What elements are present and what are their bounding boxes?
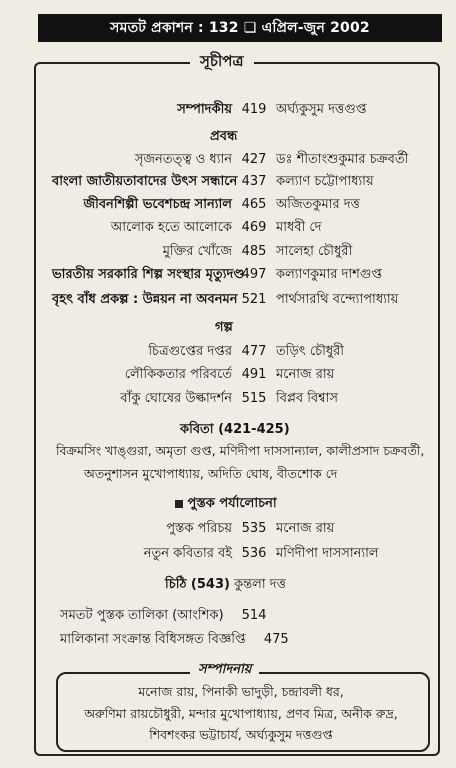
toc-title: বাঁকু ঘোষের উল্কাদর্শন [120, 391, 232, 406]
section-heading-kabita: কবিতা (421-425) [180, 422, 290, 437]
toc-row-editorial [52, 100, 366, 121]
misc-title: মালিকানা সংক্রান্ত বিধিসঙ্গত বিজ্ঞপ্তি [60, 632, 246, 647]
toc-row [52, 544, 379, 565]
section-heading-prabandha: প্রবন্ধ [210, 129, 238, 144]
toc-row [52, 242, 352, 263]
toc-title: পুস্তক পরিচয় [166, 521, 232, 536]
toc-page: 469 [241, 220, 267, 235]
toc-author: বিপ্লব বিশ্বাস [276, 391, 338, 406]
toc-row [52, 265, 382, 286]
toc-title: বাংলা জাতীয়তাবাদের উৎস সন্ধানে [52, 174, 238, 189]
misc-page: 475 [263, 632, 289, 647]
toc-row [52, 218, 321, 239]
toc-page: 536 [241, 546, 267, 561]
toc-title: লৌকিকতার পরিবর্তে [124, 367, 232, 382]
toc-page: 477 [241, 344, 267, 359]
toc-row [52, 195, 360, 216]
toc-title: আলোক হতে আলোকে [110, 220, 232, 235]
toc-page: 491 [241, 367, 267, 382]
toc-author: মনোজ রায় [276, 521, 335, 536]
toc-page: 419 [241, 102, 267, 117]
misc-row [60, 606, 266, 627]
chithi-author: কুন্তলা দত্ত [234, 577, 286, 592]
toc-author: তড়িৎ চৌধুরী [276, 344, 344, 359]
toc-author: অর্ঘ্যকুসুম দত্তগুপ্ত [276, 102, 367, 117]
toc-page: 485 [241, 244, 267, 259]
toc-title: মুক্তির খোঁজে [162, 244, 232, 259]
editors-line: মনোজ রায়, পিনাকী ভাদুড়ী, চন্দ্রাবলী ধর, [138, 684, 344, 699]
toc-title: জীবনশিল্পী ভবেশচন্দ্র সান্যাল [83, 197, 232, 212]
toc-page: 535 [241, 521, 267, 536]
toc-author: মণিদীপা দাসসান্যাল [276, 546, 379, 561]
toc-author: পার্থসারথি বন্দ্যোপাধ্যায় [276, 292, 399, 307]
toc-row [52, 365, 334, 386]
toc-page: 521 [241, 292, 267, 307]
toc-row [52, 150, 408, 171]
toc-page: 437 [241, 174, 267, 189]
toc-author: অজিতকুমার দত্ত [276, 197, 360, 212]
toc-title: বৃহৎ বাঁধ প্রকল্প : উন্নয়ন না অবনমন [52, 292, 238, 307]
toc-page: 427 [241, 152, 267, 167]
misc-row [60, 630, 289, 651]
toc-author: কল্যাণ চট্টোপাধ্যায় [276, 174, 374, 189]
toc-title: চিত্রগুপ্তের দপ্তর [148, 344, 232, 359]
section-heading-chithi: চিঠি (543) [165, 577, 230, 592]
kabita-poets-line: বিক্রমসিং খাঙ্গুরা, অমৃতা গুপ্ত, মণিদীপা দাসসান্যাল, কালীপ্রসাদ চক্রবর্তী, [56, 443, 425, 458]
editors-line: অরুণিমা রায়চৌধুরী, মন্দার মুখোপাধ্যায়, প্রণব মিত্র, অনীক রুদ্র, [84, 706, 398, 721]
toc-author: সালেহা চৌধুরী [276, 244, 353, 259]
toc-title: ভারতীয় সরকারি শিল্প সংস্থার মৃত্যুদণ্ড [52, 267, 245, 282]
section-heading-galpa: গল্প [215, 320, 233, 335]
toc-title: সৃজনতত্ত্ব ও ধ্যান [134, 152, 232, 167]
toc-title: সম্পাদকীয় [177, 102, 232, 117]
toc-author: কল্যাণকুমার দাশগুপ্ত [276, 267, 383, 282]
kabita-poets-line: অতনুশাসন মুখোপাধ্যায়, অদিতি ঘোষ, বীতশোক দে [84, 466, 338, 481]
toc-row [52, 342, 344, 363]
chithi-row [165, 575, 286, 596]
toc-author: ডঃ শীতাংশুকুমার চক্রবর্তী [276, 152, 409, 167]
contents-title: সূচীপত্র [190, 50, 254, 75]
misc-page: 514 [241, 608, 267, 623]
toc-author: মাধবী দে [276, 220, 322, 235]
toc-row [52, 290, 398, 311]
toc-row [52, 389, 338, 410]
editors-title: সম্পাদনায় [190, 660, 259, 681]
editors-line: শিবশংকর ভট্টাচার্য, অর্ঘ্যকুসুম দত্তগুপ্ত [149, 727, 333, 742]
toc-row [52, 172, 374, 193]
section-heading-pustak: পুস্তক পর্যালোচনা [175, 494, 277, 515]
toc-title: নতুন কবিতার বই [143, 546, 232, 561]
toc-page: 465 [241, 197, 267, 212]
misc-title: সমতট পুস্তক তালিকা (আংশিক) [60, 608, 224, 623]
toc-row [52, 519, 334, 540]
toc-author: মনোজ রায় [276, 367, 335, 382]
toc-page: 515 [241, 391, 267, 406]
bullet-icon [175, 500, 183, 508]
toc-page: 497 [241, 267, 267, 282]
page-header: সমতট প্রকাশন : 132 ❏ এপ্রিল-জুন 2002 [38, 14, 442, 42]
